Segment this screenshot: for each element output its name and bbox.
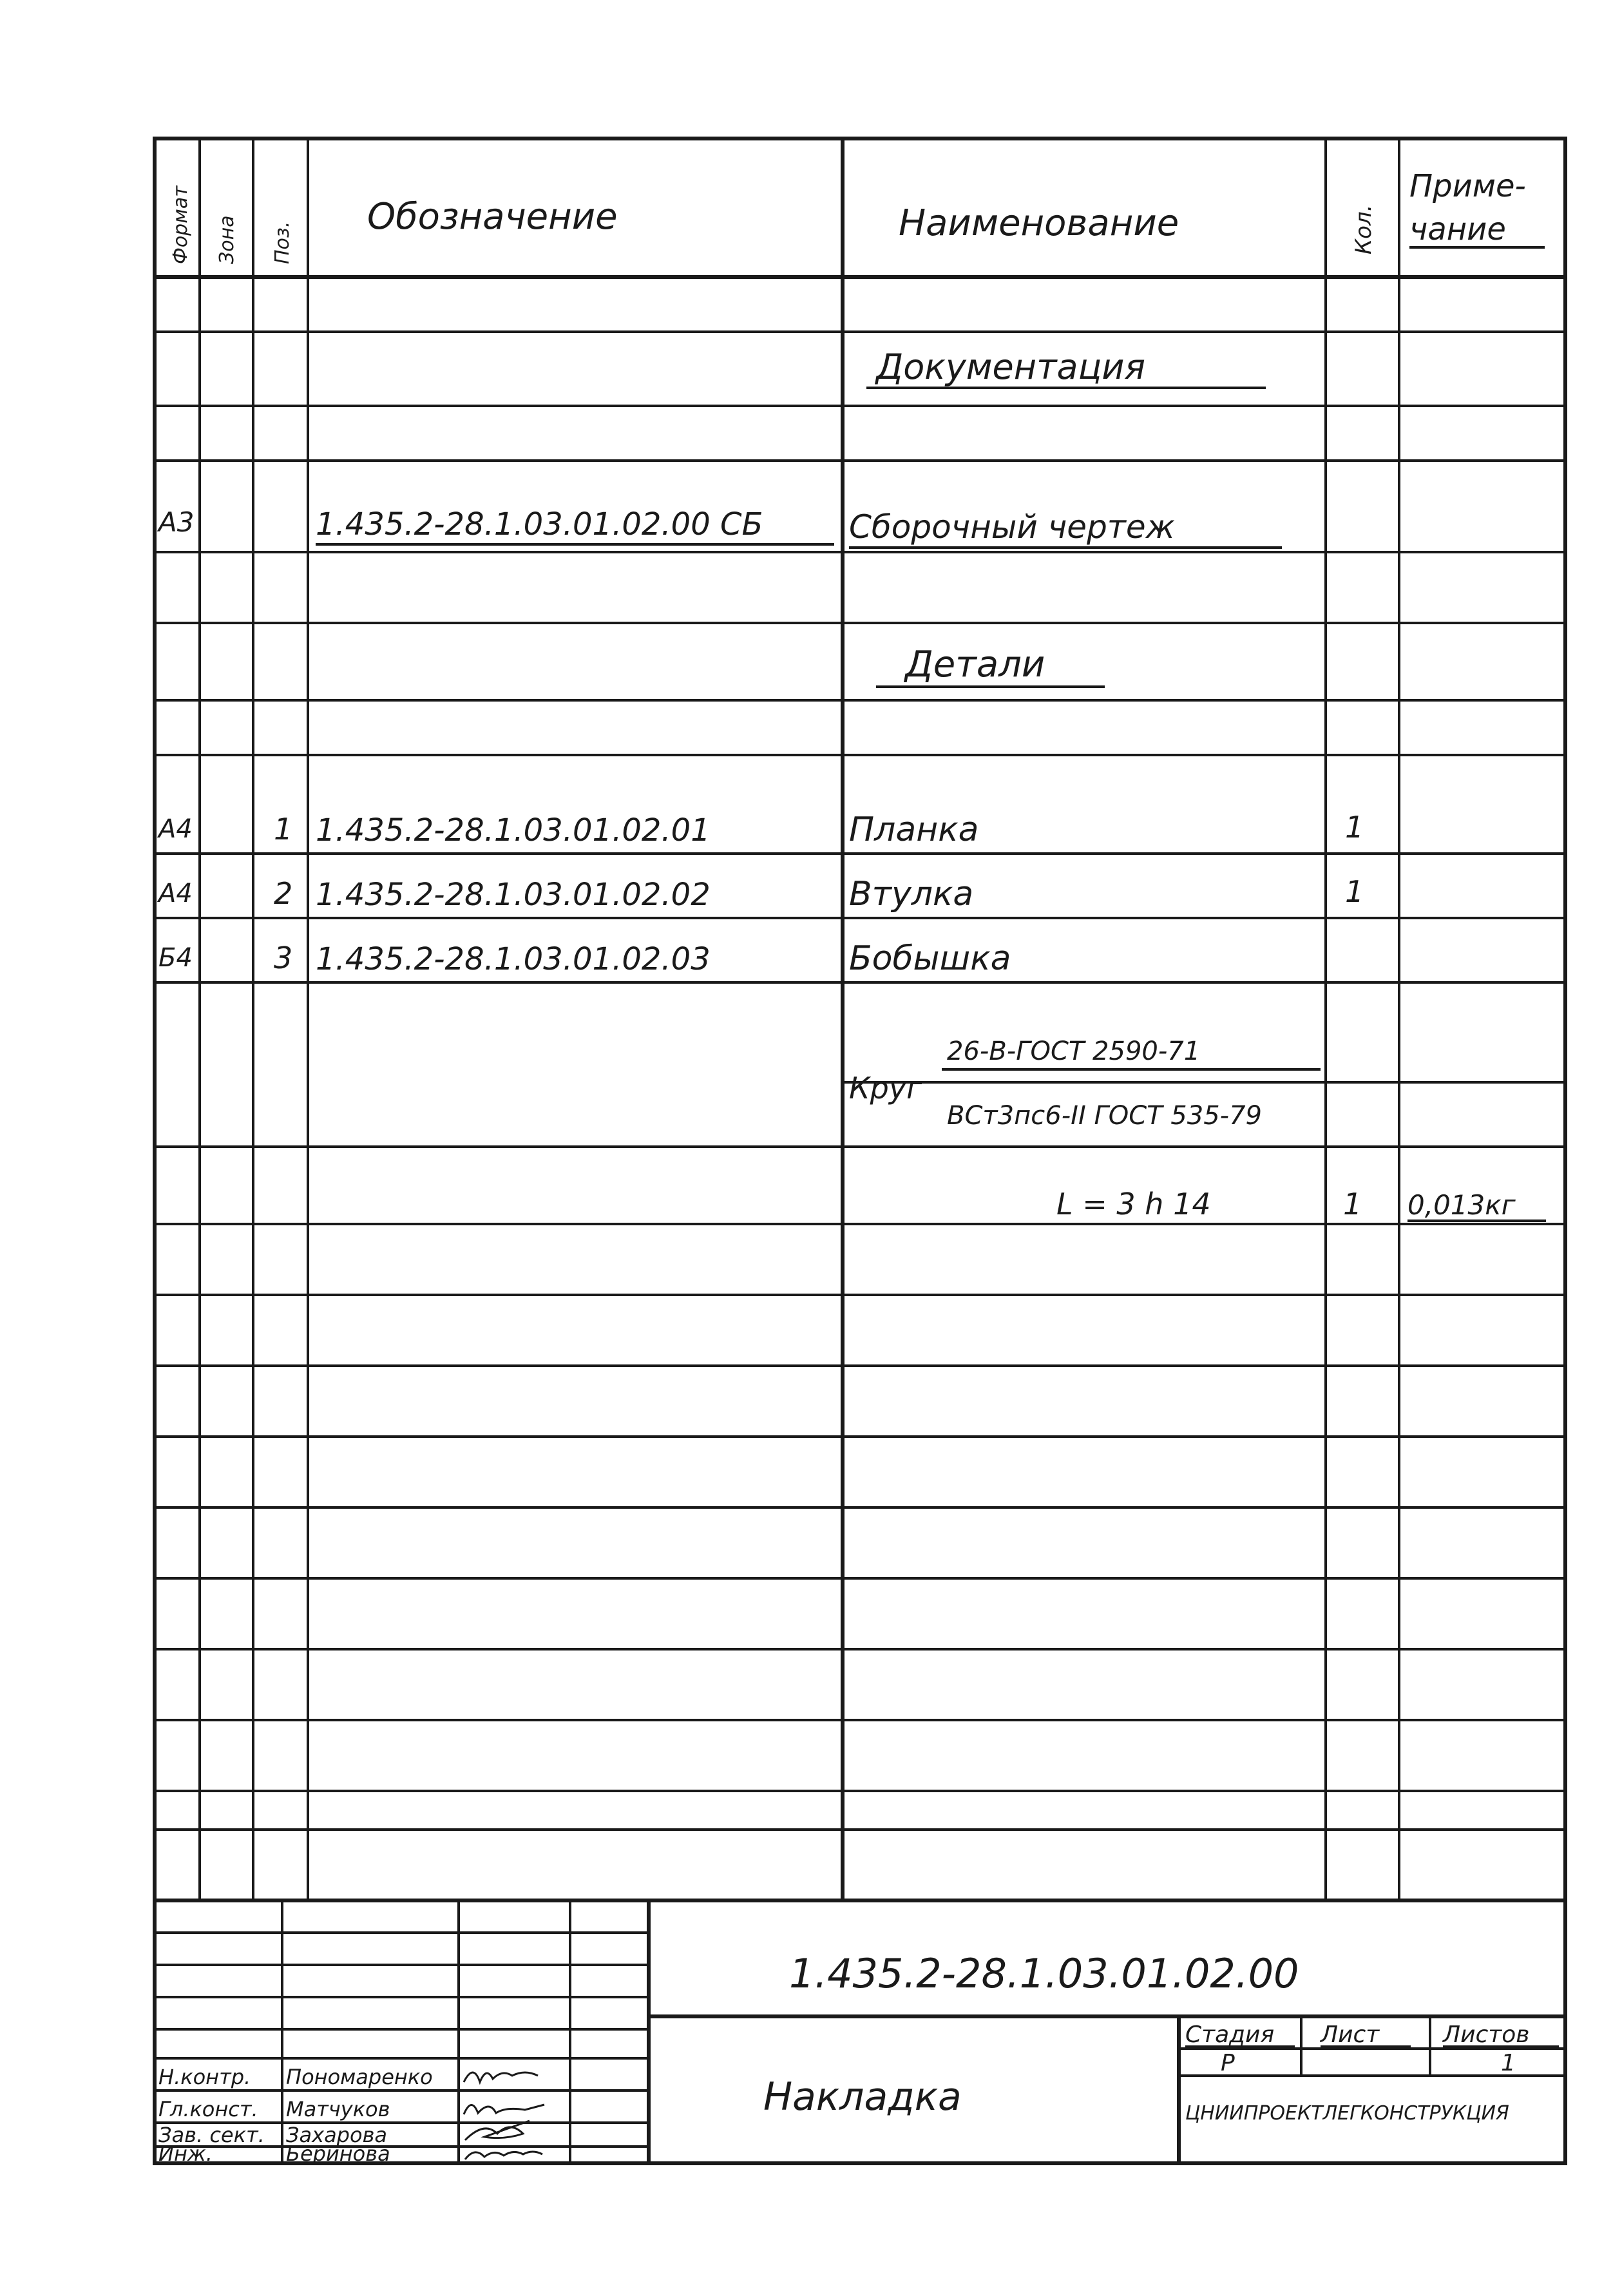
signers-table: [158, 2065, 433, 2166]
header-format: Формат: [169, 186, 192, 264]
sheet-label: Лист: [1321, 2022, 1380, 2048]
row-qty: 1: [1345, 874, 1364, 909]
material-denominator: ВСт3пс6-II ГОСТ 535-79: [947, 1101, 1262, 1131]
table-row: [157, 874, 1364, 914]
signature-4: [465, 2152, 542, 2159]
spec-row-documentation: [866, 347, 1266, 388]
row-format: А3: [158, 506, 195, 538]
row-pos: 3: [274, 941, 293, 975]
row-name: Сборочный чертеж: [849, 508, 1175, 546]
row-format: Б4: [158, 943, 193, 973]
material-numerator: 26-В-ГОСТ 2590-71: [947, 1037, 1201, 1066]
spec-row-assembly-drawing: [157, 506, 1282, 548]
signer-role: Н.контр.: [158, 2065, 251, 2089]
section-documentation: Документация: [876, 347, 1145, 387]
row-name: Бобышка: [849, 939, 1011, 978]
material-qty: 1: [1343, 1187, 1362, 1221]
header-designation: Обозначение: [367, 196, 618, 238]
sheets-value: 1: [1501, 2050, 1516, 2076]
header-qty: Кол.: [1351, 204, 1377, 254]
row-name: Втулка: [849, 875, 974, 914]
header-note-line1: Приме-: [1409, 168, 1526, 204]
row-designation: 1.435.2-28.1.03.01.02.03: [316, 941, 711, 977]
stage-value: Р: [1221, 2050, 1235, 2076]
signer-name: Матчуков: [286, 2097, 390, 2121]
material-spec: [849, 1037, 1546, 1221]
organization: ЦНИИПРОЕКТЛЕГКОНСТРУКЦИЯ: [1185, 2102, 1509, 2125]
row-pos: 2: [274, 876, 293, 911]
header-name: Наименование: [899, 202, 1179, 244]
signer-name: Пономаренко: [286, 2065, 433, 2089]
header-note-line2: чание: [1409, 211, 1506, 247]
doc-number: 1.435.2-28.1.03.01.02.00: [789, 1950, 1299, 1997]
row-format: А4: [158, 814, 193, 844]
material-prefix: Круг: [849, 1071, 922, 1105]
spec-row-details: [876, 644, 1105, 687]
row-format: А4: [158, 879, 193, 908]
signer-role: Зав. сект.: [158, 2123, 265, 2147]
row-name: Планка: [849, 810, 979, 849]
table-row: [158, 939, 1011, 978]
row-pos: 1: [274, 812, 293, 847]
table-grid: [155, 139, 1565, 2163]
signer-role: Гл.конст.: [158, 2097, 258, 2121]
header-pos: Поз.: [271, 221, 294, 264]
stage-label: Стадия: [1185, 2022, 1275, 2048]
header-zone: Зона: [216, 215, 238, 264]
sheets-label: Листов: [1443, 2022, 1530, 2048]
signer-name: Беринова: [286, 2141, 390, 2166]
table-row: [157, 810, 1364, 849]
section-details: Детали: [905, 644, 1045, 685]
material-mass: 0,013кг: [1407, 1189, 1516, 1221]
material-length: L = 3 h 14: [1056, 1187, 1211, 1221]
signer-role: Инж.: [158, 2141, 213, 2166]
signer-name: Захарова: [286, 2123, 388, 2147]
row-designation: 1.435.2-28.1.03.01.02.02: [316, 877, 711, 913]
row-designation: 1.435.2-28.1.03.01.02.00 СБ: [316, 506, 763, 542]
signature-2: [464, 2105, 544, 2114]
row-designation: 1.435.2-28.1.03.01.02.01: [316, 812, 711, 848]
doc-name: Накладка: [763, 2074, 962, 2119]
row-qty: 1: [1345, 810, 1364, 845]
signature-1: [464, 2072, 538, 2082]
